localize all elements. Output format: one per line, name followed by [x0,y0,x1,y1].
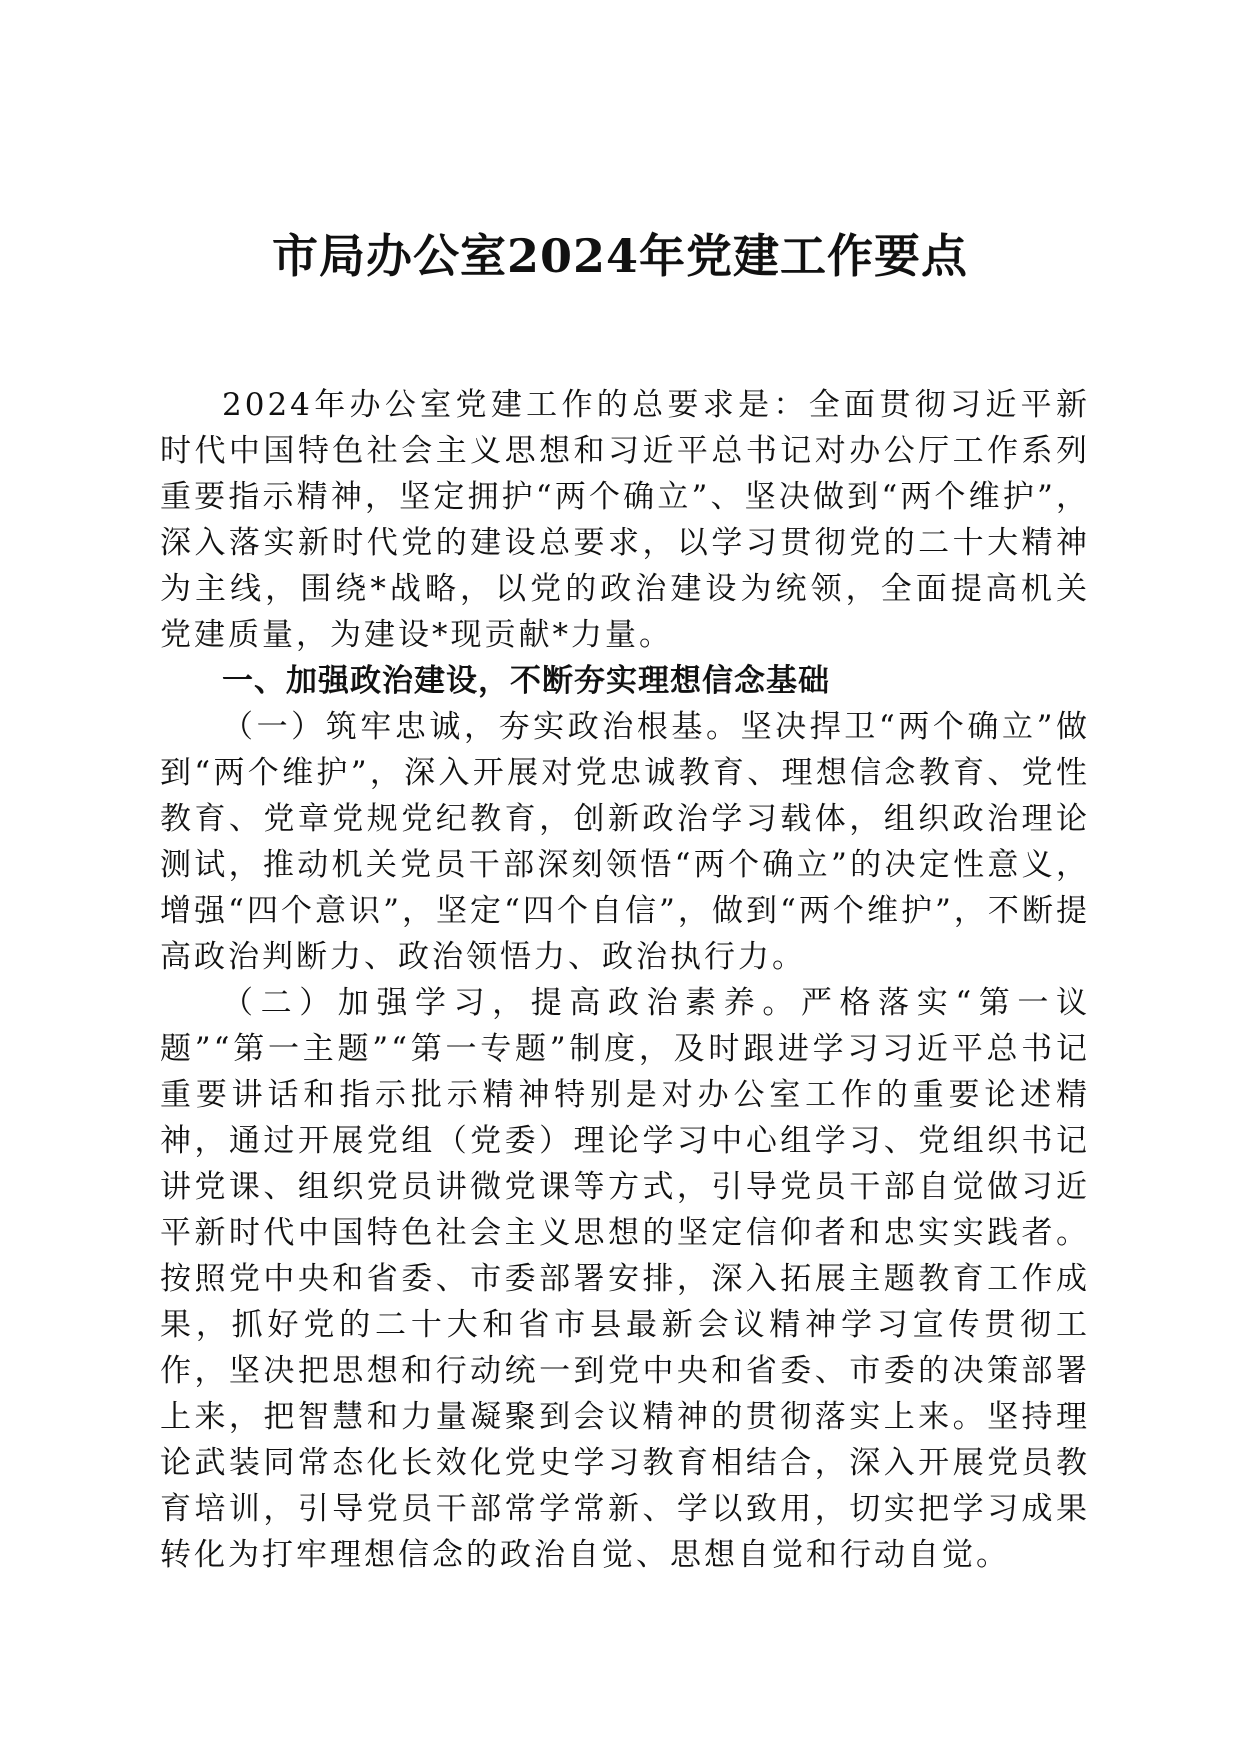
section-1-item-1-paragraph: （一）筑牢忠诚，夯实政治根基。坚决捍卫“两个确立”做到“两个维护”，深入开展对党忠诚教育、理想信念教育、党性教育、党章党规党纪教育，创新政治学习载体，组织政治理论测试，推动机关党员干部深刻领悟“两个确立”的决定性意义，增强“四个意识”，坚定“四个自信”，做到“两个维护”，不断提高政治判断力、政治领悟力、政治执行力。 [160,709,1090,975]
section-1-item-2-paragraph: （二）加强学习，提高政治素养。严格落实“第一议题”“第一主题”“第一专题”制度，及时跟进学习习近平总书记重要讲话和指示批示精神特别是对办公室工作的重要论述精神，通过开展党组（党委）理论学习中心组学习、党组织书记讲党课、组织党员讲微党课等方式，引导党员干部自觉做习近平新时代中国特色社会主义思想的坚定信仰者和忠实实践者。按照党中央和省委、市委部署安排，深入拓展主题教育工作成果，抓好党的二十大和省市县最新会议精神学习宣传贯彻工作，坚决把思想和行动统一到党中央和省委、市委的决策部署上来，把智慧和力量凝聚到会议精神的贯彻落实上来。坚持理论武装同常态化长效化党史学习教育相结合，深入开展党员教育培训，引导党员干部常学常新、学以致用，切实把学习成果转化为打牢理想信念的政治自觉、思想自觉和行动自觉。 [160,985,1090,1573]
document-title: 市局办公室2024年党建工作要点 [271,229,969,283]
section-1-heading: 一、加强政治建设，不断夯实理想信念基础 [222,663,830,699]
intro-paragraph: 2024年办公室党建工作的总要求是：全面贯彻习近平新时代中国特色社会主义思想和习近平总书记对办公厅工作系列重要指示精神，坚定拥护“两个确立”、坚决做到“两个维护”，深入落实新时代党的建设总要求，以学习贯彻党的二十大精神为主线，围绕*战略，以党的政治建设为统领，全面提高机关党建质量，为建设*现贡献*力量。 [160,387,1090,653]
document-body [160,382,1090,1578]
